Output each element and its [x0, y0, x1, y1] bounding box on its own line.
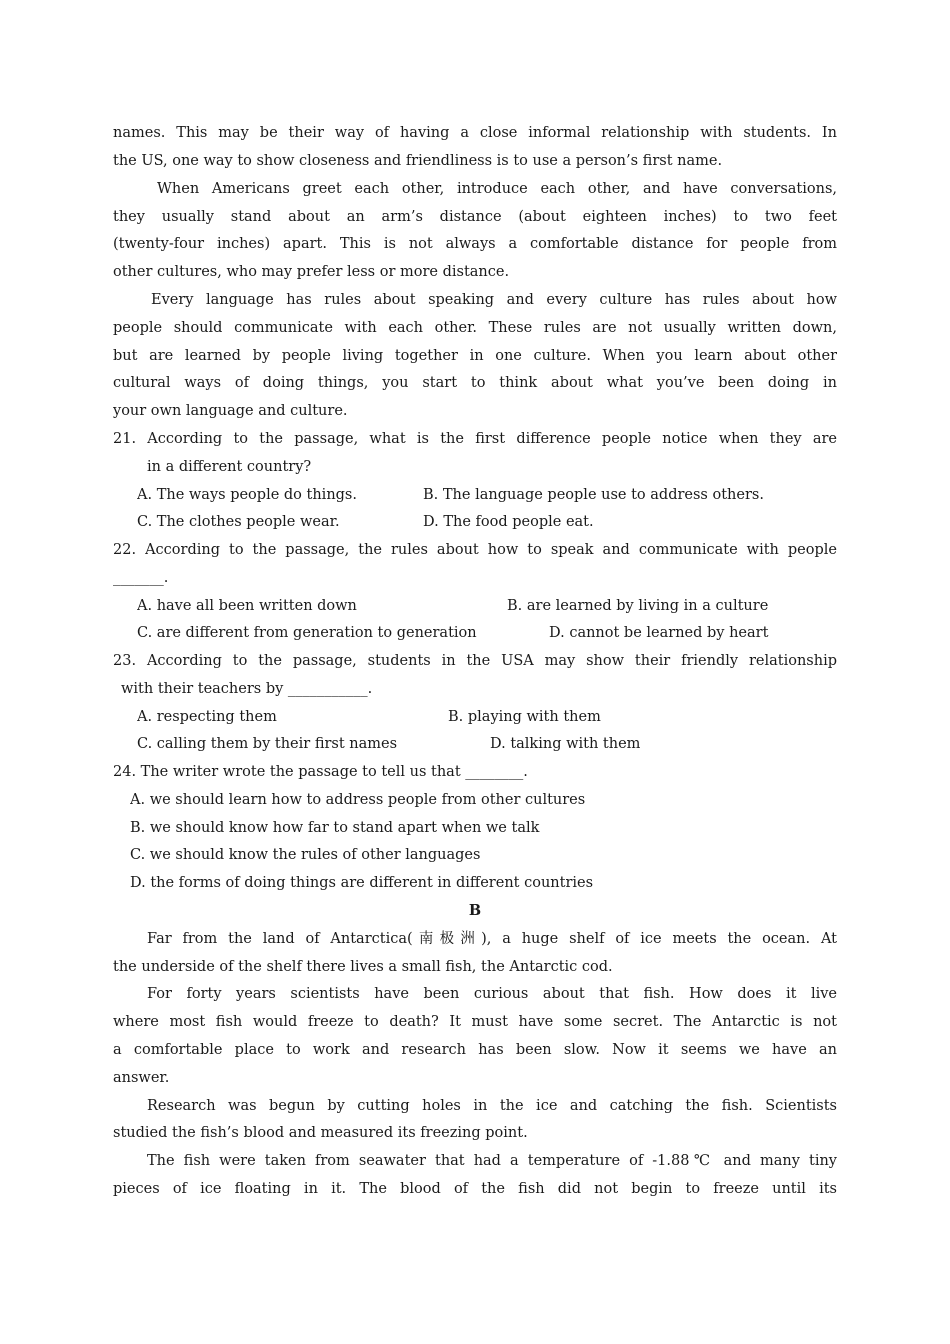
question-stem: _______. — [113, 570, 169, 586]
question-stem: 22. According to the passage, the rules about how to speak and communicate with people — [113, 542, 837, 558]
passage-line: they usually stand about an arm’s distance (about eighteen inches) to two feet — [113, 209, 837, 225]
passage-line: (twenty-four inches) apart. This is not always a comfortable distance for people from — [113, 236, 837, 252]
passage-line: Every language has rules about speaking and every culture has rules about how — [151, 292, 837, 308]
answer-option[interactable]: C. are different from generation to generation — [137, 625, 477, 641]
passage-line: names. This may be their way of having a close informal relationship with students. In — [113, 125, 837, 141]
passage-line: Research was begun by cutting holes in the ice and catching the fish. Scientists — [147, 1098, 837, 1114]
answer-option[interactable]: D. the forms of doing things are different in different countries — [130, 875, 594, 891]
passage-line: cultural ways of doing things, you start to think about what you’ve been doing in — [113, 375, 837, 391]
answer-option[interactable]: B. playing with them — [448, 709, 601, 725]
passage-line: answer. — [113, 1070, 170, 1086]
passage-line: your own language and culture. — [113, 403, 348, 419]
passage-line: studied the fish’s blood and measured its freezing point. — [113, 1125, 528, 1141]
answer-option[interactable]: A. have all been written down — [137, 598, 357, 614]
passage-line: but are learned by people living together in one culture. When you learn about other — [113, 348, 837, 364]
question-stem: with their teachers by ___________. — [121, 681, 373, 697]
passage-line: other cultures, who may prefer less or more distance. — [113, 264, 510, 280]
passage-line: For forty years scientists have been curious about that fish. How does it live — [147, 986, 837, 1002]
answer-option[interactable]: C. calling them by their first names — [137, 736, 398, 752]
answer-option[interactable]: B. are learned by living in a culture — [507, 598, 769, 614]
passage-line: Far from the land of Antarctica(南极洲), a huge shelf of ice meets the ocean. At — [147, 931, 837, 947]
passage-line: the underside of the shelf there lives a small fish, the Antarctic cod. — [113, 959, 613, 975]
answer-option[interactable]: C. we should know the rules of other languages — [130, 847, 481, 863]
passage-line: people should communicate with each other. These rules are not usually written down, — [113, 320, 837, 336]
answer-option[interactable]: D. talking with them — [490, 736, 641, 752]
question-stem: in a different country? — [147, 459, 312, 475]
passage-line: the US, one way to show closeness and friendliness is to use a person’s first name. — [113, 153, 723, 169]
question-stem: 23. According to the passage, students in the USA may show their friendly relationship — [113, 653, 837, 669]
passage-line: pieces of ice floating in it. The blood of the fish did not begin to freeze until its — [113, 1181, 837, 1197]
passage-line: The fish were taken from seawater that had a temperature of -1.88℃ and many tiny — [147, 1153, 837, 1169]
answer-option[interactable]: D. cannot be learned by heart — [549, 625, 769, 641]
answer-option[interactable]: B. we should know how far to stand apart when we talk — [130, 820, 540, 836]
question-stem: 21. According to the passage, what is the first difference people notice when they are — [113, 431, 837, 447]
section-heading: B — [468, 902, 482, 919]
answer-option[interactable]: A. respecting them — [137, 709, 277, 725]
answer-option[interactable]: A. The ways people do things. — [137, 487, 357, 503]
passage-line: a comfortable place to work and research has been slow. Now it seems we have an — [113, 1042, 837, 1058]
question-stem: 24. The writer wrote the passage to tell us that ________. — [113, 764, 528, 780]
answer-option[interactable]: B. The language people use to address others. — [423, 487, 764, 503]
passage-line: When Americans greet each other, introduce each other, and have conversations, — [157, 181, 837, 197]
passage-line: where most fish would freeze to death? It must have some secret. The Antarctic is not — [113, 1014, 837, 1030]
answer-option[interactable]: A. we should learn how to address people from other cultures — [130, 792, 586, 808]
answer-option[interactable]: D. The food people eat. — [423, 514, 594, 530]
answer-option[interactable]: C. The clothes people wear. — [137, 514, 340, 530]
